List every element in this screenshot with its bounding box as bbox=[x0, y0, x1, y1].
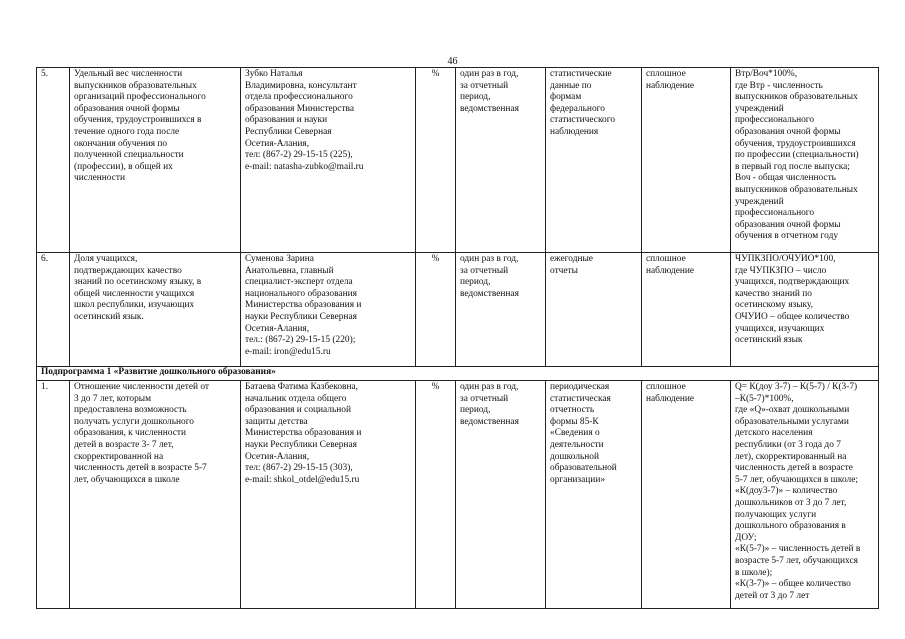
row-number-cell: 6. bbox=[37, 253, 70, 367]
data-source-cell: ежегодные отчеты bbox=[546, 253, 642, 367]
calculation-cell: ЧУПКЗПО/ОЧУИО*100, где ЧУПКЗПО – число учащихся, подтверждающих качество знаний по осетинскому языку, ОЧУИО – общее количество учащихся, изучающих осетинский язык bbox=[731, 253, 879, 367]
unit-cell: % bbox=[416, 68, 456, 253]
page-number: 46 bbox=[447, 56, 458, 67]
calculation-cell: Q= К(доу 3-7) – К(5-7) / К(3-7) –К(5-7)*100%, где «Q»-охват дошкольными образовательными услугами детского населения республики (от 3 года до 7 лет), скорректированный на численность детей в возрасте 5-7 лет, обучающихся в школе; «К(доу3-7)» – количество дошкольников от 3 до 7 лет, получающих услуги дошкольного образования в ДОУ; «К(5-7)» – численность детей в возрасте 5-7 лет, обучающихся в школе); «К(3-7)» – общее количество детей от 3 до 7 лет bbox=[731, 381, 879, 609]
calculation-cell: Bтр/Bоч*100%, где Bтр - численность выпускников образовательных учреждений профессионального образования очной формы обучения, трудоустроившихся по профессии (специальности) в первый год после выпуска; Воч - общая численность выпускников образовательных учреждений профессионального образования очной формы обучения в отчетном году bbox=[731, 68, 879, 253]
subprogram-title: Подпрограмма 1 «Развитие дошкольного образования» bbox=[37, 367, 879, 381]
indicator-name-cell: Удельный вес численности выпускников образовательных организаций профессионального образования очной формы обучения, трудоустроившихся в течение одного года после окончания обучения по полученной специальности (профессии), в общей их численности bbox=[70, 68, 241, 253]
row-number-cell: 1. bbox=[37, 381, 70, 609]
table-row bbox=[37, 68, 879, 253]
method-cell: сплошное наблюдение bbox=[642, 381, 731, 609]
frequency-cell: один раз в год, за отчетный период, ведомственная bbox=[456, 381, 546, 609]
unit-cell: % bbox=[416, 253, 456, 367]
responsible-person-cell: Батаева Фатима Казбековна, начальник отдела общего образования и социальной защиты детства Министерства образования и науки Республики Северная Осетия-Алания, тел: (867-2) 29-15-15 (303), e-mail: shkol_otdel@edu15.ru bbox=[241, 381, 416, 609]
method-cell: сплошное наблюдение bbox=[642, 68, 731, 253]
subprogram-header-row bbox=[37, 367, 879, 381]
indicator-name-cell: Отношение численности детей от 3 до 7 лет, которым предоставлена возможность получать услуги дошкольного образования, к численности детей в возрасте 3- 7 лет, скорректированной на численность детей в возрасте 5-7 лет, обучающихся в школе bbox=[70, 381, 241, 609]
row-number-cell: 5. bbox=[37, 68, 70, 253]
frequency-cell: один раз в год, за отчетный период, ведомственная bbox=[456, 253, 546, 367]
table-row bbox=[37, 253, 879, 367]
responsible-person-cell: Суменова Зарина Анатольевна, главный специалист-эксперт отдела национального образования Министерства образования и науки Республики Северная Осетия-Алания, тел.: (867-2) 29-15-15 (220); e-mail: iron@edu15.ru bbox=[241, 253, 416, 367]
indicator-name-cell: Доля учащихся, подтверждающих качество знаний по осетинскому языку, в общей численности учащихся школ республики, изучающих осетинский язык. bbox=[70, 253, 241, 367]
table-row bbox=[37, 381, 879, 609]
data-source-cell: статистические данные по формам федерального статистического наблюдения bbox=[546, 68, 642, 253]
method-cell: сплошное наблюдение bbox=[642, 253, 731, 367]
frequency-cell: один раз в год, за отчетный период, ведомственная bbox=[456, 68, 546, 253]
unit-cell: % bbox=[416, 381, 456, 609]
indicators-table bbox=[36, 67, 879, 609]
data-source-cell: периодическая статистическая отчетность формы 85-К «Сведения о деятельности дошкольной образовательной организации» bbox=[546, 381, 642, 609]
responsible-person-cell: Зубко Наталья Владимировна, консультант отдела профессионального образования Министерства образования и науки Республики Северная Осетия-Алания, тел: (867-2) 29-15-15 (225), e-mail: natasha-zubko@mail.ru bbox=[241, 68, 416, 253]
